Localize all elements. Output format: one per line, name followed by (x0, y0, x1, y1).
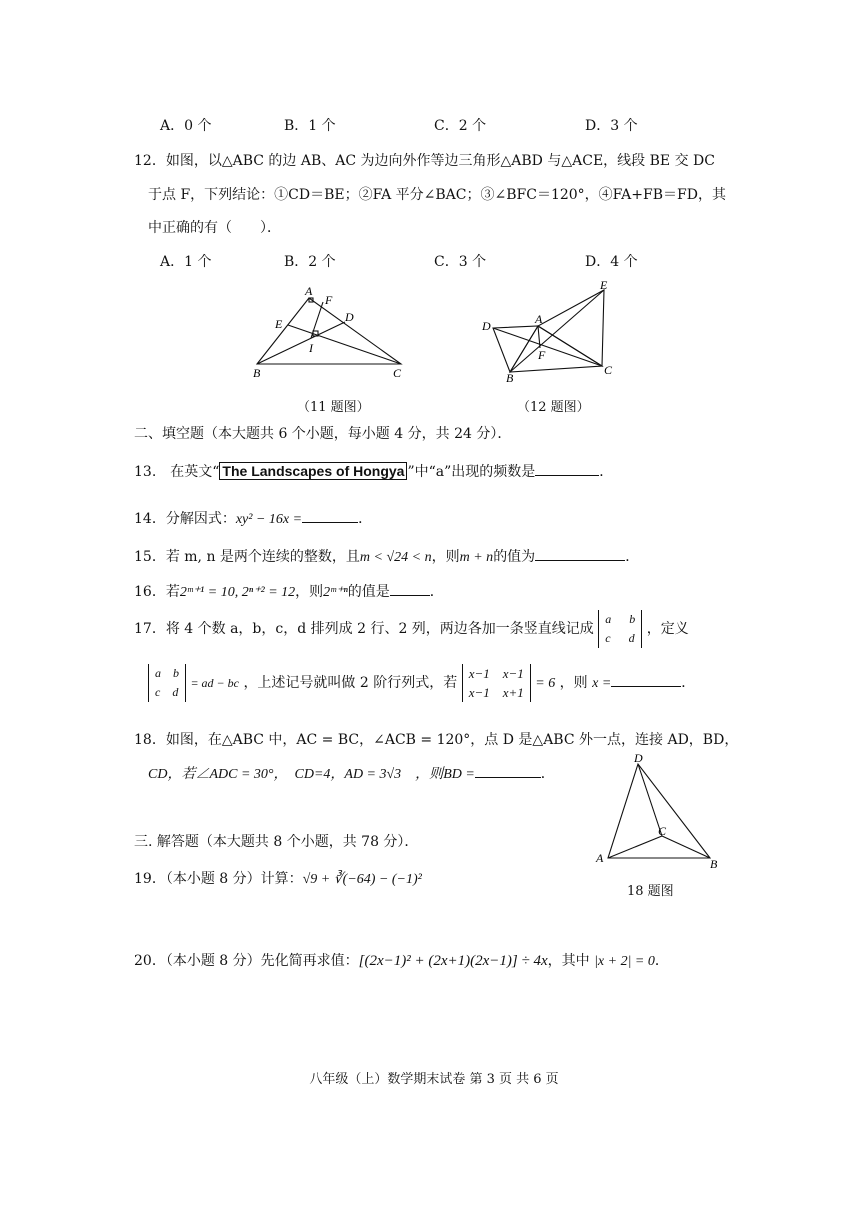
q18-answer-blank[interactable] (475, 763, 541, 778)
figure-18 (592, 748, 724, 872)
q11-option-b: B．1 个 (284, 118, 336, 134)
q12-line-3: 中正确的有（ ）． (148, 220, 281, 236)
q13-answer-blank[interactable] (535, 461, 599, 476)
q18-variable: BD = (443, 767, 475, 782)
figure-12 (478, 278, 618, 386)
q16-expression: 2ᵐ⁺¹ = 10, 2ⁿ⁺² = 12 (179, 585, 296, 600)
q17-then: ，则 (559, 675, 588, 691)
q17-determinant-abcd-2: a b c d (148, 664, 186, 702)
q14 (134, 508, 372, 528)
figure-11 (245, 280, 415, 385)
q13-suffix: ”中“a”出现的频数是 (407, 464, 536, 480)
q12-option-b: B．2 个 (284, 254, 336, 270)
q19-expression: √9 + ∛(−64) − (−1)² (302, 872, 422, 887)
q16-mid: ，则 (295, 584, 324, 600)
q15-expression-2: m + n (459, 550, 494, 565)
q17-determinant-abcd: a b c d (598, 610, 642, 648)
q18-line-2-prefix: CD，若∠ADC = 30°， CD=4，AD = 3√3 ，则 (148, 767, 444, 782)
fig12-label-c: C (604, 363, 613, 377)
q13-boxed-phrase: The Landscapes of Hongya (219, 462, 407, 480)
q16-end: ． (429, 584, 444, 600)
q14-answer-blank[interactable] (302, 508, 358, 523)
q11-option-d: D．3 个 (585, 118, 638, 134)
q16-suffix: 的值是 (347, 584, 390, 600)
q15-suffix: 的值为 (493, 549, 536, 565)
fig12-label-a: A (535, 312, 543, 326)
fig18-label-d: D (634, 751, 643, 765)
q12-line-2: 于点 F，下列结论：①CD＝BE；②FA 平分∠BAC；③∠BFC＝120°，④FA+FB＝FD，其 (148, 187, 726, 203)
q16-prefix: 16．若 (134, 584, 180, 600)
q17-line-1-prefix: 17．将 4 个数 a，b，c，d 排列成 2 行、2 列，两边各加一条竖直线记成 (134, 621, 594, 637)
q17-end: ． (681, 675, 696, 691)
fig11-label-f: F (325, 293, 333, 307)
fig11-label-e: E (275, 317, 283, 331)
q17-determinant-x: x−1 x−1 x−1 x+1 (462, 664, 531, 702)
q20-expression: [(2x−1)² + (2x+1)(2x−1)] ÷ 4x (358, 953, 548, 969)
q17-answer-blank[interactable] (611, 672, 681, 687)
q13-end: ． (599, 464, 614, 480)
figure-18-caption: 18 题图 (627, 884, 674, 899)
fig12-label-e: E (600, 278, 608, 292)
q11-option-c: C．2 个 (434, 118, 487, 134)
q20-prefix: 20．（本小题 8 分）先化简再求值： (134, 953, 359, 969)
q16-answer-blank[interactable] (390, 581, 430, 596)
fig11-label-c: C (393, 366, 402, 380)
q15-answer-blank[interactable] (535, 546, 625, 561)
q15-mid: ，则 (431, 549, 460, 565)
q19-prefix: 19．（本小题 8 分）计算： (134, 871, 303, 887)
fig12-label-d: D (482, 319, 491, 333)
q20 (134, 950, 669, 970)
q17-line-2-mid: ，上述记号就叫做 2 阶行列式，若 (243, 675, 458, 691)
q11-option-a: A．0 个 (160, 118, 212, 134)
q12-option-c: C．3 个 (434, 254, 487, 270)
q15-prefix: 15．若 m, n 是两个连续的整数，且 (134, 549, 360, 565)
section-2-title: 二、填空题（本大题共 6 个小题，每小题 4 分，共 24 分）． (134, 426, 512, 442)
q14-expression: xy² − 16x = (235, 512, 303, 527)
fig12-label-f: F (538, 348, 546, 362)
q17-line-2 (148, 664, 695, 702)
fig11-label-a: A (305, 284, 313, 298)
q20-end: ． (654, 953, 669, 969)
fig18-label-c: C (658, 824, 667, 838)
q12-line-1: 12．如图，以△ABC 的边 AB、AC 为边向外作等边三角形△ABD 与△ACE，线段 BE 交 DC (134, 153, 715, 169)
q20-mid: ，其中 (547, 953, 590, 969)
page-footer: 八年级（上）数学期末试卷 第 3 页 共 6 页 (309, 1072, 559, 1087)
q18-end: ． (540, 766, 555, 782)
fig11-label-i: I (309, 341, 313, 355)
q15 (134, 546, 639, 566)
q13 (134, 461, 613, 481)
q16 (134, 581, 444, 601)
figure-11-caption: （11 题图） (297, 400, 370, 415)
q15-expression: m < √24 < n (359, 550, 432, 565)
q15-end: ． (625, 549, 640, 565)
q17-line-1-suffix: ，定义 (646, 621, 689, 637)
q17-line-1 (134, 610, 689, 648)
q17-variable: x = (592, 676, 612, 691)
q19 (134, 868, 422, 888)
figure-12-caption: （12 题图） (517, 400, 590, 415)
q17-definition: = ad − bc (190, 676, 239, 690)
fig11-label-d: D (345, 310, 354, 324)
fig18-label-a: A (596, 851, 604, 865)
q17-equals-6: = 6 (535, 676, 556, 691)
q16-expression-2: 2ᵐ⁺ⁿ (323, 585, 348, 600)
q20-condition: |x + 2| = 0 (594, 954, 655, 969)
fig18-label-b: B (710, 857, 718, 871)
q13-prefix: 13. 在英文“ (134, 464, 220, 480)
q18-line-1: 18．如图，在△ABC 中，AC = BC，∠ACB = 120°，点 D 是△ABC 外一点，连接 AD，BD， (134, 732, 739, 748)
q14-prefix: 14．分解因式： (134, 511, 236, 527)
q14-end: ． (358, 511, 373, 527)
q18-line-2 (148, 763, 555, 783)
q12-option-a: A．1 个 (160, 254, 212, 270)
fig12-label-b: B (506, 371, 514, 385)
section-3-title: 三. 解答题（本大题共 8 个小题，共 78 分）． (134, 834, 419, 850)
q12-option-d: D．4 个 (585, 254, 638, 270)
fig11-label-b: B (253, 366, 261, 380)
